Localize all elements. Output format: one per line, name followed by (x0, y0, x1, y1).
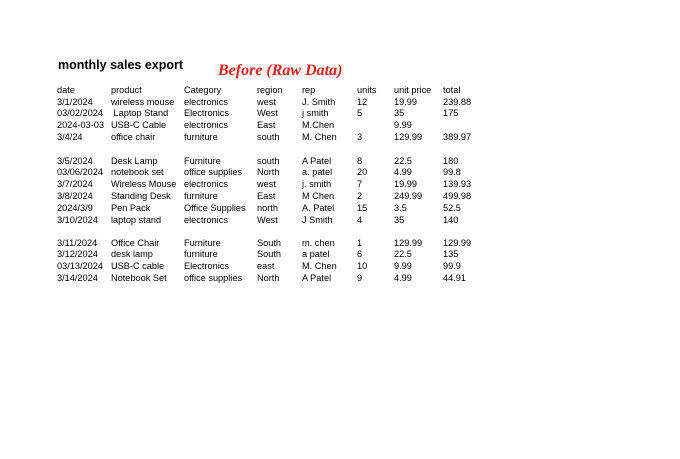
cell-unit-price: 19.99 (394, 96, 417, 107)
cell-units: 1 (357, 237, 363, 248)
cell-units: 10 (357, 261, 368, 272)
cell-rep: M. Chen (302, 261, 337, 272)
cell-date: 3/7/2024 (57, 179, 93, 190)
cell-category: Electronics (184, 108, 229, 119)
cell-product: wireless mouse (111, 96, 175, 107)
cell-category: electronics (184, 214, 228, 225)
cell-category: furniture (184, 131, 218, 142)
cell-region: North (257, 167, 280, 178)
cell-date: 2024-03-03 (57, 120, 104, 131)
cell-date: 3/12/2024 (57, 249, 98, 260)
cell-product: Notebook Set (111, 272, 167, 283)
cell-product: Standing Desk (111, 190, 171, 201)
cell-unit-price: 22.5 (394, 249, 412, 260)
column-header-total: total (443, 85, 461, 95)
cell-region: north (257, 202, 278, 213)
cell-rep: J Smith (302, 214, 333, 225)
cell-unit-price: 19.99 (394, 179, 417, 190)
cell-region: south (257, 131, 280, 142)
cell-rep: M. Chen (302, 131, 337, 142)
cell-category: Office Supplies (184, 202, 246, 213)
cell-date: 3/8/2024 (57, 190, 93, 201)
cell-rep: j. smith (302, 179, 332, 190)
cell-total: 139.93 (443, 179, 472, 190)
cell-units: 20 (357, 167, 368, 178)
cell-date: 2024/3/9 (57, 202, 93, 213)
cell-region: West (257, 108, 278, 119)
cell-total: 129.99 (443, 237, 472, 248)
cell-region: East (257, 190, 276, 201)
cell-total: 180 (443, 155, 459, 166)
cell-region: East (257, 120, 276, 131)
cell-unit-price: 4.99 (394, 167, 412, 178)
cell-total: 499.98 (443, 190, 472, 201)
cell-region: South (257, 237, 282, 248)
cell-total: 140 (443, 214, 459, 225)
column-header-rep: rep (302, 85, 316, 95)
cell-product: desk lamp (111, 249, 153, 260)
cell-region: South (257, 249, 282, 260)
cell-product: Laptop Stand (111, 108, 169, 119)
cell-unit-price: 3.5 (394, 202, 407, 213)
cell-product: USB-C Cable (111, 120, 167, 131)
column-header-units: units (357, 85, 377, 95)
cell-rep: m. chen (302, 237, 335, 248)
cell-unit-price: 22.5 (394, 155, 412, 166)
cell-units: 15 (357, 202, 368, 213)
cell-total: 99.8 (443, 167, 461, 178)
cell-region: west (257, 96, 276, 107)
cell-product: laptop stand (111, 214, 162, 225)
cell-category: office supplies (184, 167, 243, 178)
cell-region: West (257, 214, 278, 225)
cell-product: Wireless Mouse (111, 179, 177, 190)
cell-region: North (257, 272, 280, 283)
cell-region: south (257, 155, 280, 166)
cell-total: 175 (443, 108, 459, 119)
cell-total: 99.9 (443, 261, 461, 272)
cell-total: 52.5 (443, 202, 461, 213)
cell-units: 7 (357, 179, 363, 190)
cell-date: 3/10/2024 (57, 214, 98, 225)
cell-rep: A Patel (302, 272, 332, 283)
cell-unit-price: 35 (394, 214, 405, 225)
cell-product: USB-C cable (111, 261, 165, 272)
column-header-region: region (257, 85, 283, 95)
cell-category: electronics (184, 179, 228, 190)
cell-date: 3/1/2024 (57, 96, 93, 107)
cell-category: Furniture (184, 237, 221, 248)
cell-rep: A. Patel (302, 202, 335, 213)
cell-category: furniture (184, 249, 218, 260)
cell-category: electronics (184, 120, 228, 131)
cell-rep: j smith (302, 108, 329, 119)
cell-date: 03/02/2024 (57, 108, 103, 119)
cell-units: 9 (357, 272, 363, 283)
column-header-unit-price: unit price (394, 85, 432, 95)
document-title: monthly sales export (58, 58, 184, 72)
cell-total: 135 (443, 249, 459, 260)
cell-category: furniture (184, 190, 218, 201)
cell-rep: M Chen (302, 190, 335, 201)
cell-unit-price: 249.99 (394, 190, 423, 201)
cell-category: Furniture (184, 155, 221, 166)
cell-total: 44.91 (443, 272, 466, 283)
cell-product: notebook set (111, 167, 164, 178)
column-header-category: Category (184, 85, 222, 95)
cell-category: Electronics (184, 261, 229, 272)
cell-date: 03/06/2024 (57, 167, 103, 178)
cell-date: 3/5/2024 (57, 155, 93, 166)
cell-unit-price: 9.99 (394, 120, 412, 131)
cell-region: east (257, 261, 275, 272)
cell-rep: a. patel (302, 167, 333, 178)
cell-date: 3/14/2024 (57, 272, 98, 283)
cell-rep: J. Smith (302, 96, 336, 107)
column-header-product: product (111, 85, 142, 95)
cell-units: 6 (357, 249, 363, 260)
cell-unit-price: 9.99 (394, 261, 412, 272)
cell-product: office chair (111, 131, 156, 142)
cell-product: Pen Pack (111, 202, 151, 213)
cell-units: 3 (357, 131, 363, 142)
cell-date: 3/11/2024 (57, 237, 98, 248)
cell-category: electronics (184, 96, 228, 107)
cell-unit-price: 129.99 (394, 131, 423, 142)
cell-rep: M.Chen (302, 120, 335, 131)
cell-date: 3/4/24 (57, 131, 83, 142)
cell-unit-price: 35 (394, 108, 405, 119)
cell-units: 4 (357, 214, 363, 225)
cell-product: Desk Lamp (111, 155, 158, 166)
cell-unit-price: 129.99 (394, 237, 423, 248)
cell-units: 2 (357, 190, 363, 201)
cell-units: 8 (357, 155, 363, 166)
cell-rep: A Patel (302, 155, 332, 166)
cell-total: 239.88 (443, 96, 472, 107)
cell-total: 389.97 (443, 131, 472, 142)
cell-category: office supplies (184, 272, 243, 283)
column-header-date: date (57, 85, 75, 95)
cell-units: 5 (357, 108, 363, 119)
cell-rep: a patel (302, 249, 330, 260)
cell-product: Office Chair (111, 237, 160, 248)
before-raw-data-banner: Before (Raw Data) (218, 62, 343, 79)
cell-unit-price: 4.99 (394, 272, 412, 283)
cell-region: west (257, 179, 276, 190)
cell-units: 12 (357, 96, 368, 107)
cell-date: 03/13/2024 (57, 261, 103, 272)
